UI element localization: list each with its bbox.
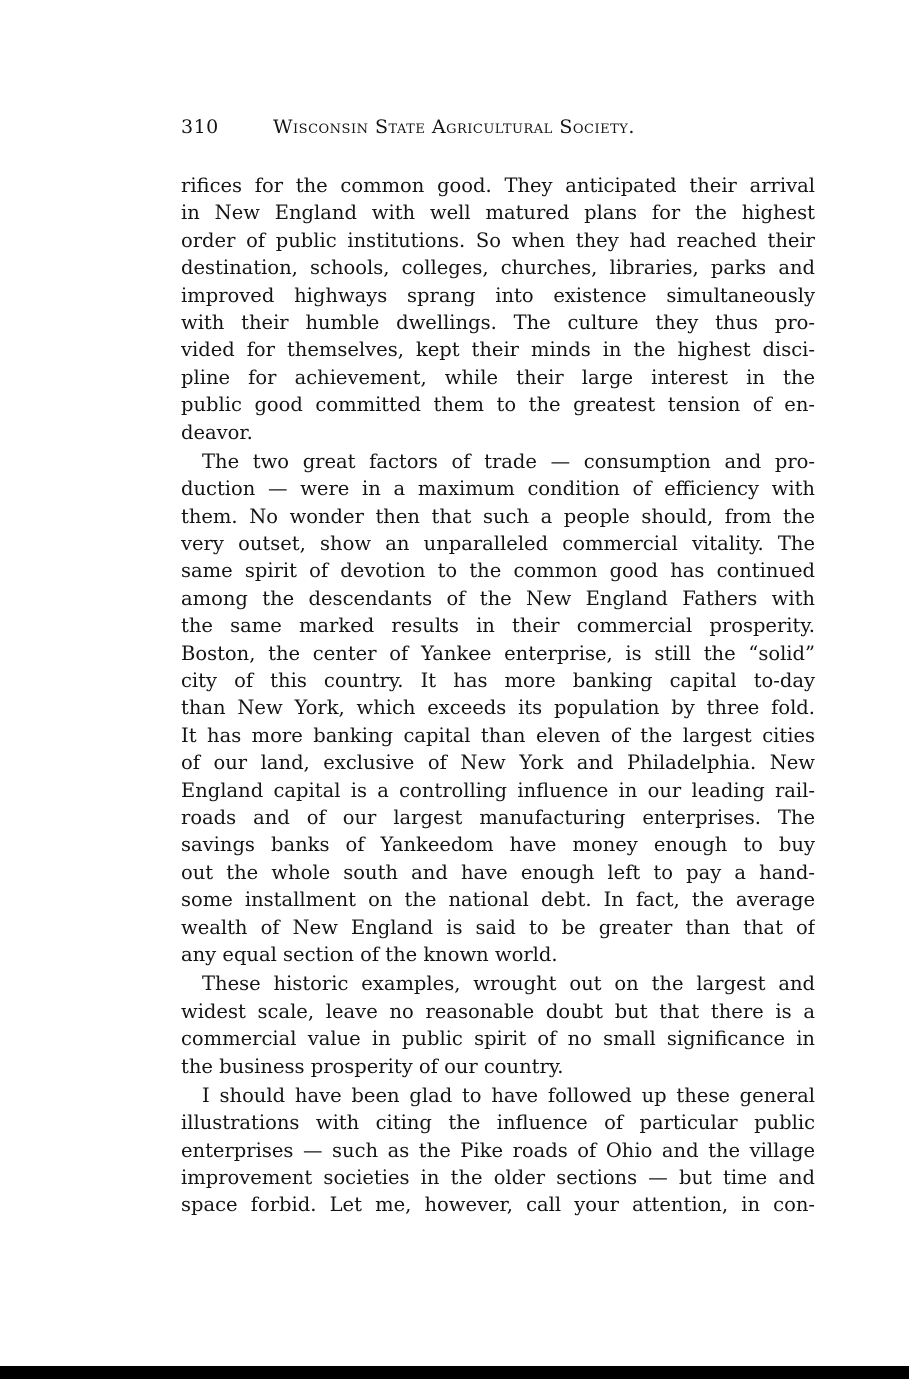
page-header bbox=[181, 116, 741, 146]
text-line: improvement societies in the older sections — but time and bbox=[181, 1166, 815, 1190]
text-line: same spirit of devotion to the common good has continued bbox=[181, 559, 815, 583]
text-line: destination, schools, colleges, churches, libraries, parks and bbox=[181, 256, 815, 280]
text-line: some installment on the national debt. In fact, the average bbox=[181, 888, 815, 912]
page-number: 310 bbox=[181, 116, 219, 138]
text-line: England capital is a controlling influence in our leading rail- bbox=[181, 778, 815, 802]
body-text bbox=[181, 172, 815, 1219]
paragraph bbox=[181, 448, 815, 968]
text-line: widest scale, leave no reasonable doubt but that there is a bbox=[181, 999, 815, 1023]
text-line: pline for achievement, while their large interest in the bbox=[181, 365, 815, 389]
text-line: very outset, show an unparalleled commercial vitality. The bbox=[181, 532, 815, 556]
text-line: enterprises — such as the Pike roads of Ohio and the village bbox=[181, 1138, 815, 1162]
text-line: duction — were in a maximum condition of efficiency with bbox=[181, 477, 815, 501]
text-line: savings banks of Yankeedom have money enough to buy bbox=[181, 833, 815, 857]
text-line: than New York, which exceeds its population by three fold. bbox=[181, 696, 815, 720]
text-line: among the descendants of the New England Fathers with bbox=[181, 586, 815, 610]
text-line: any equal section of the known world. bbox=[181, 942, 558, 966]
text-line: in New England with well matured plans for the highest bbox=[181, 201, 815, 225]
text-line: out the whole south and have enough left to pay a hand- bbox=[181, 860, 815, 884]
text-line: order of public institutions. So when they had reached their bbox=[181, 228, 815, 252]
text-line: them. No wonder then that such a people should, from the bbox=[181, 504, 815, 528]
text-line: The two great factors of trade — consumption and pro- bbox=[202, 449, 815, 473]
text-line: vided for themselves, kept their minds in the highest disci- bbox=[181, 338, 815, 362]
text-line: commercial value in public spirit of no small significance in bbox=[181, 1027, 815, 1051]
scan-edge bbox=[0, 1366, 909, 1379]
text-line: space forbid. Let me, however, call your attention, in con- bbox=[181, 1193, 815, 1217]
text-line: public good committed them to the greatest tension of en- bbox=[181, 393, 815, 417]
text-line: illustrations with citing the influence of particular public bbox=[181, 1111, 815, 1135]
paragraph bbox=[181, 970, 815, 1080]
text-line: city of this country. It has more banking capital to-day bbox=[181, 669, 815, 693]
text-line: the same marked results in their commercial prosperity. bbox=[181, 614, 815, 638]
text-line: of our land, exclusive of New York and Philadelphia. New bbox=[181, 751, 815, 775]
text-line: improved highways sprang into existence simultaneously bbox=[181, 283, 815, 307]
text-line: It has more banking capital than eleven of the largest cities bbox=[181, 723, 815, 747]
text-line: Boston, the center of Yankee enterprise, is still the “solid” bbox=[181, 641, 815, 665]
text-line: deavor. bbox=[181, 420, 253, 444]
text-line: I should have been glad to have followed up these general bbox=[202, 1083, 815, 1107]
text-line: with their humble dwellings. The culture they thus pro- bbox=[181, 310, 815, 334]
text-line: wealth of New England is said to be greater than that of bbox=[181, 915, 815, 939]
text-line: roads and of our largest manufacturing enterprises. The bbox=[181, 805, 815, 829]
text-line: rifices for the common good. They anticipated their arrival bbox=[181, 174, 815, 197]
paragraph bbox=[181, 172, 815, 446]
running-head: Wisconsin State Agricultural Society. bbox=[273, 116, 635, 138]
text-line: the business prosperity of our country. bbox=[181, 1054, 564, 1078]
paragraph bbox=[181, 1082, 815, 1219]
text-line: These historic examples, wrought out on the largest and bbox=[202, 972, 815, 996]
